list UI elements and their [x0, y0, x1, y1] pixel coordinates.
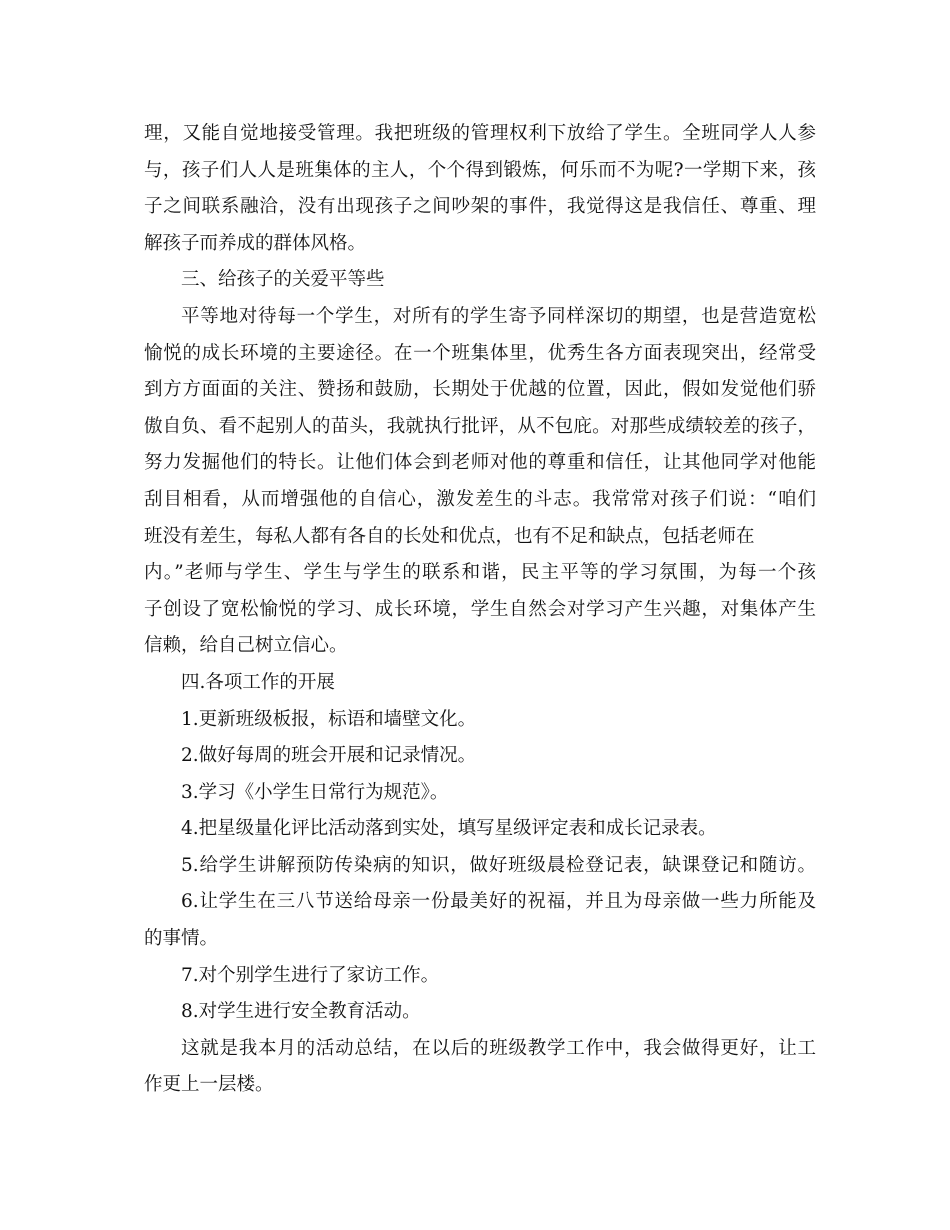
list-item: 5.给学生讲解预防传染病的知识，做好班级晨检登记表，缺课登记和随访。: [181, 854, 816, 876]
text-line: 刮目相看，从而增强他的自信心，激发差生的斗志。我常常对孩子们说：“咱们: [144, 488, 816, 510]
text-line: 内。”老师与学生、学生与学生的联系和谐，民主平等的学习氛围，为每一个孩: [144, 562, 816, 584]
document-body: [144, 116, 816, 1104]
list-item: 6.让学生在三八节送给母亲一份最美好的祝福，并且为母亲做一些力所能及: [181, 891, 816, 913]
text-line: 与，孩子们人人是班集体的主人，个个得到锻炼，何乐而不为呢?一学期下来，孩: [144, 159, 816, 181]
list-item: 1.更新班级板报，标语和墙壁文化。: [181, 708, 477, 730]
text-line: 班没有差生，每私人都有各自的长处和优点，也有不足和缺点，包括老师在: [144, 525, 755, 547]
text-line: 理，又能自觉地接受管理。我把班级的管理权利下放给了学生。全班同学人人参: [144, 123, 816, 144]
list-item: 8.对学生进行安全教育活动。: [181, 1001, 421, 1023]
text-line: 平等地对待每一个学生，对所有的学生寄予同样深切的期望，也是营造宽松: [181, 305, 816, 327]
text-line: 傲自负、看不起别人的苗头，我就执行批评，从不包庇。对那些成绩较差的孩子，: [144, 415, 816, 437]
list-item: 2.做好每周的班会开展和记录情况。: [181, 745, 477, 767]
text-line: 这就是我本月的活动总结，在以后的班级教学工作中，我会做得更好，让工: [181, 1037, 816, 1059]
list-item: 3.学习《小学生日常行为规范》。: [181, 781, 449, 803]
text-line: 作更上一层楼。: [144, 1074, 274, 1096]
section-heading: 四.各项工作的开展: [181, 671, 335, 693]
text-line: 子之间联系融洽，没有出现孩子之间吵架的事件，我觉得这是我信任、尊重、理: [144, 196, 816, 218]
text-line: 解孩子而养成的群体风格。: [144, 232, 367, 254]
section-heading: 三、给孩子的关爱平等些: [181, 269, 385, 291]
text-line: 努力发掘他们的特长。让他们体会到老师对他的尊重和信任，让其他同学对他能: [144, 452, 816, 474]
text-line: 信赖，给自己树立信心。: [144, 635, 348, 657]
list-item: 4.把星级量化评比活动落到实处，填写星级评定表和成长记录表。: [181, 818, 717, 840]
text-line: 子创设了宽松愉悦的学习、成长环境，学生自然会对学习产生兴趣，对集体产生: [144, 598, 816, 620]
text-line: 的事情。: [144, 928, 219, 950]
list-item: 7.对个别学生进行了家访工作。: [181, 964, 440, 986]
text-line: 到方方面面的关注、赞扬和鼓励，长期处于优越的位置，因此，假如发觉他们骄: [144, 379, 816, 401]
text-line: 愉悦的成长环境的主要途径。在一个班集体里，优秀生各方面表现突出，经常受: [144, 342, 816, 364]
